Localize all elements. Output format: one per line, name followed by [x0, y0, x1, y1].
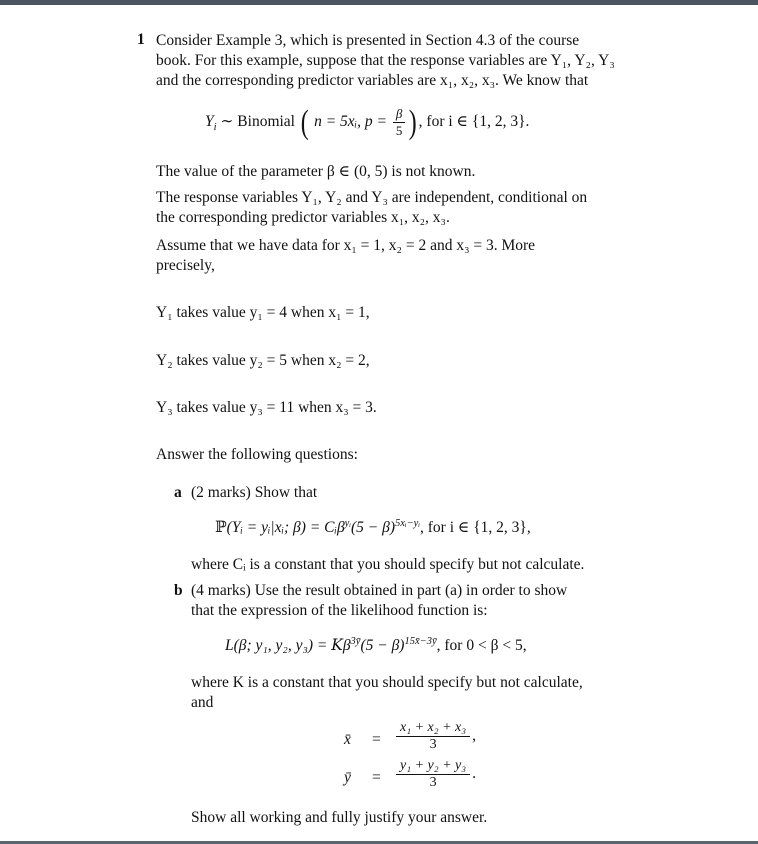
data-line-3: Y₃ takes value y₃ = 11 when x₃ = 3. [156, 399, 377, 416]
data-line-2: Y₂ takes value y₂ = 5 when x₂ = 2, [156, 352, 370, 369]
part-b-where-1: where K is a constant that you should specify but not calculate, [191, 674, 583, 691]
binomial-p: p = [364, 113, 387, 131]
binomial-formula: $Y_i$ ∼ Binomial ( n = 5xᵢ, p = $\frac{\beta}{5}$ ) , for i ∈ {1, 2, 3}. [205, 104, 530, 142]
binomial-fraction: $\frac{\beta}{5}$ [393, 106, 405, 139]
ybar-fraction: $\frac{\text{y₁ + y₂ + y₃}}{3}$ . [394, 758, 476, 791]
xbar-symbol: x̄ [344, 731, 351, 748]
part-b-where-2: and [191, 694, 214, 711]
intro-line-2: book. For this example, suppose that the response variables are Y₁, Y₂, Y₃ [156, 52, 615, 69]
intro-line-3: and the corresponding predictor variables are x₁, x₂, x₃. We know that [156, 72, 589, 89]
xbar-fraction: $\frac{\text{x₁ + x₂ + x₃}}{3}$ , [394, 720, 476, 753]
part-a-label: a [174, 484, 182, 501]
part-b-label: b [174, 582, 183, 599]
likelihood-formula: L(β; y₁, y₂, $y_3) = K\beta^{3ȳ}(5 - \beta)^{15x̄-3ȳ}$, for 0 < β < 5, [225, 635, 527, 654]
binomial-label: Binomial [237, 113, 295, 131]
binomial-range: , for i ∈ {1, 2, 3}. [418, 113, 530, 131]
param-text: The value of the parameter β ∈ (0, 5) is not known. [156, 163, 476, 180]
question-number: 1 [137, 31, 145, 48]
top-bar [0, 0, 758, 5]
closing-instruction: Show all working and fully justify your answer. [191, 809, 488, 826]
independence-line-2: the corresponding predictor variables x₁, x₂, x₃. [156, 209, 450, 226]
ybar-equals: = [372, 769, 381, 786]
part-b-line-2: that the expression of the likelihood function is: [191, 602, 488, 619]
intro-line-1: Consider Example 3, which is presented in Section 4.3 of the course [156, 32, 580, 49]
part-b-line-1: (4 marks) Use the result obtained in part (a) in order to show [191, 582, 568, 599]
ybar-symbol: ȳ [344, 769, 351, 786]
data-line-1: Y₁ takes value y₁ = 4 when x₁ = 1, [156, 304, 370, 321]
independence-line-1: The response variables Y₁, Y₂ and Y₃ are independent, conditional on [156, 189, 588, 206]
answer-prompt: Answer the following questions: [156, 446, 358, 463]
part-a-formula: ℙ(Yᵢ = yᵢ|xᵢ; β) = Cᵢβ$^{yᵢ}$(5 − β)$^{5xᵢ-yᵢ}$, for i ∈ {1, 2, 3}, [215, 517, 531, 536]
part-a-note: where Cᵢ is a constant that you should specify but not calculate. [191, 556, 585, 573]
part-a-text: (2 marks) Show that [191, 484, 318, 501]
binomial-n: n = 5xᵢ, [314, 113, 361, 131]
assume-line-1: Assume that we have data for x₁ = 1, x₂ = 2 and x₃ = 3. More [156, 237, 536, 254]
assume-line-2: precisely, [156, 257, 215, 274]
xbar-equals: = [372, 731, 381, 748]
